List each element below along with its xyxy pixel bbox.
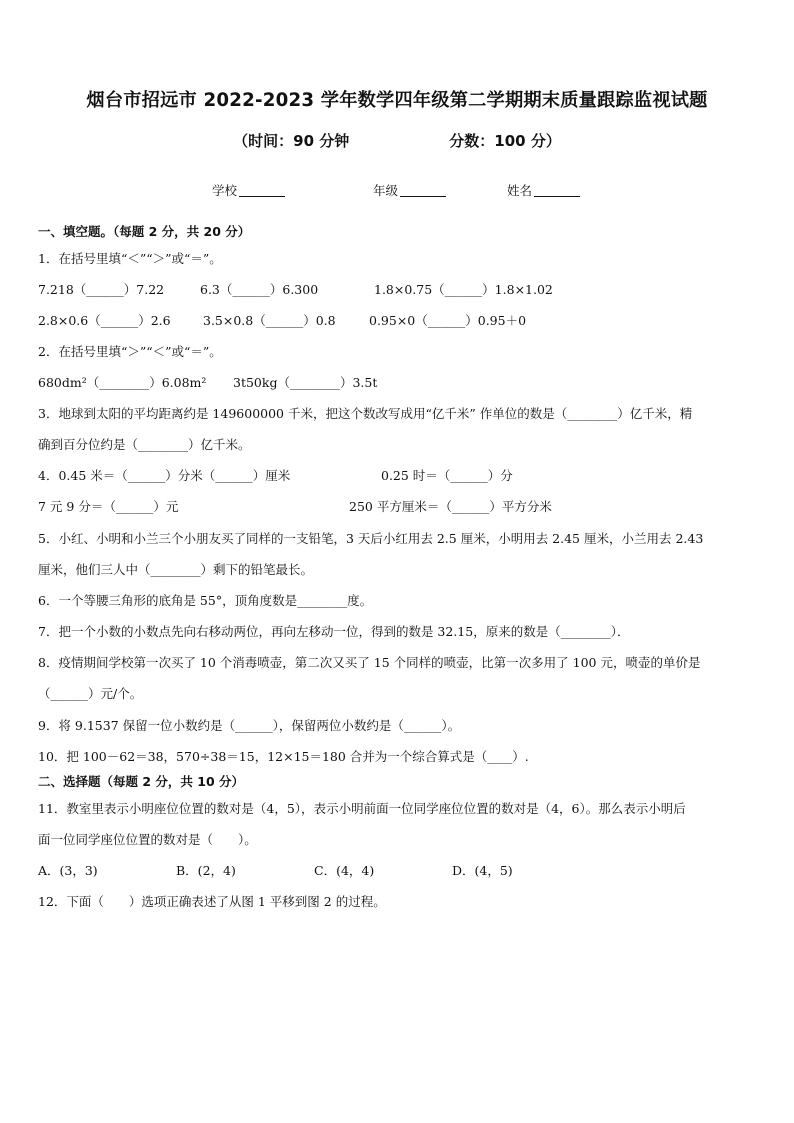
q5-line2: 厘米，他们三人中（________）剩下的铅笔最长。 (38, 562, 314, 577)
grade-field (373, 181, 446, 199)
exam-subtitle (0, 130, 794, 151)
score-info: 分数：100 分） (449, 132, 561, 150)
q1-item: 6.3（______）6.300 (200, 282, 319, 297)
q1-item: 3.5×0.8（______）0.8 (203, 313, 336, 328)
q1-item: 1.8×0.75（______）1.8×1.02 (374, 282, 553, 297)
q4-item: 7 元 9 分＝（______）元 (38, 499, 179, 514)
q4-item: 0.25 时＝（______）分 (381, 468, 513, 483)
q11-option-a: A．(3，3) (38, 863, 98, 878)
q11-line2: 面一位同学座位位置的数对是（ ）。 (38, 832, 257, 847)
q4-item: 4．0.45 米＝（______）分米（______）厘米 (38, 468, 291, 483)
school-blank[interactable] (239, 184, 285, 197)
exam-title: 烟台市招远市 2022-2023 学年数学四年级第二学期期末质量跟踪监视试题 (86, 90, 708, 111)
name-label: 姓名 (507, 183, 533, 198)
q11-option-c: C．(4，4) (314, 863, 375, 878)
q2-prompt: 2．在括号里填“＞”“＜”或“＝”。 (38, 344, 222, 359)
school-field (212, 181, 285, 199)
q8-line1: 8．疫情期间学校第一次买了 10 个消毒喷壶，第二次又买了 15 个同样的喷壶，比第一次多用了 100 元，喷壶的单价是 (38, 655, 701, 670)
q3-line2: 确到百分位约是（________）亿千米。 (38, 437, 251, 452)
q6: 6．一个等腰三角形的底角是 55°，顶角度数是________度。 (38, 593, 373, 608)
q7: 7．把一个小数的小数点先向右移动两位，再向左移动一位，得到的数是 32.15，原来的数是（________）． (38, 624, 630, 639)
q1-prompt: 1．在括号里填“＜”“＞”或“＝”。 (38, 251, 222, 266)
school-label: 学校 (212, 183, 238, 198)
q10: 10．把 100－62＝38，570÷38＝15，12×15＝180 合并为一个综合算式是（____）. (38, 749, 529, 764)
q11-option-b: B．(2，4) (176, 863, 236, 878)
q1-item: 7.218（______）7.22 (38, 282, 165, 297)
section1-heading: 一、填空题。（每题 2 分，共 20 分） (38, 224, 251, 239)
q8-line2: （______）元/个。 (38, 686, 143, 701)
q3-line1: 3．地球到太阳的平均距离约是 149600000 千米，把这个数改写成用“亿千米” 作单位的数是（________）亿千米，精 (38, 406, 693, 421)
name-blank[interactable] (534, 184, 580, 197)
name-field (507, 181, 580, 199)
q11-option-d: D．(4，5) (452, 863, 513, 878)
section2-heading: 二、选择题（每题 2 分，共 10 分） (38, 774, 245, 789)
q1-item: 0.95×0（______）0.95＋0 (369, 313, 527, 328)
q2-item: 3t50kg（________）3.5t (233, 375, 378, 390)
q12: 12．下面（ ）选项正确表述了从图 1 平移到图 2 的过程。 (38, 894, 386, 909)
grade-label: 年级 (373, 183, 399, 198)
q9: 9．将 9.1537 保留一位小数约是（______），保留两位小数约是（______）。 (38, 718, 461, 733)
time-info: （时间：90 分钟 (233, 132, 350, 150)
grade-blank[interactable] (400, 184, 446, 197)
q11-line1: 11．教室里表示小明座位位置的数对是（4，5），表示小明前面一位同学座位位置的数对是（4，6）。那么表示小明后 (38, 801, 686, 816)
q5-line1: 5．小红、小明和小兰三个小朋友买了同样的一支铅笔，3 天后小红用去 2.5 厘米，小明用去 2.45 厘米，小兰用去 2.43 (38, 531, 704, 546)
q4-item: 250 平方厘米＝（______）平方分米 (349, 499, 552, 514)
q1-item: 2.8×0.6（______）2.6 (38, 313, 171, 328)
q2-item: 680dm²（________）6.08m² (38, 375, 207, 390)
